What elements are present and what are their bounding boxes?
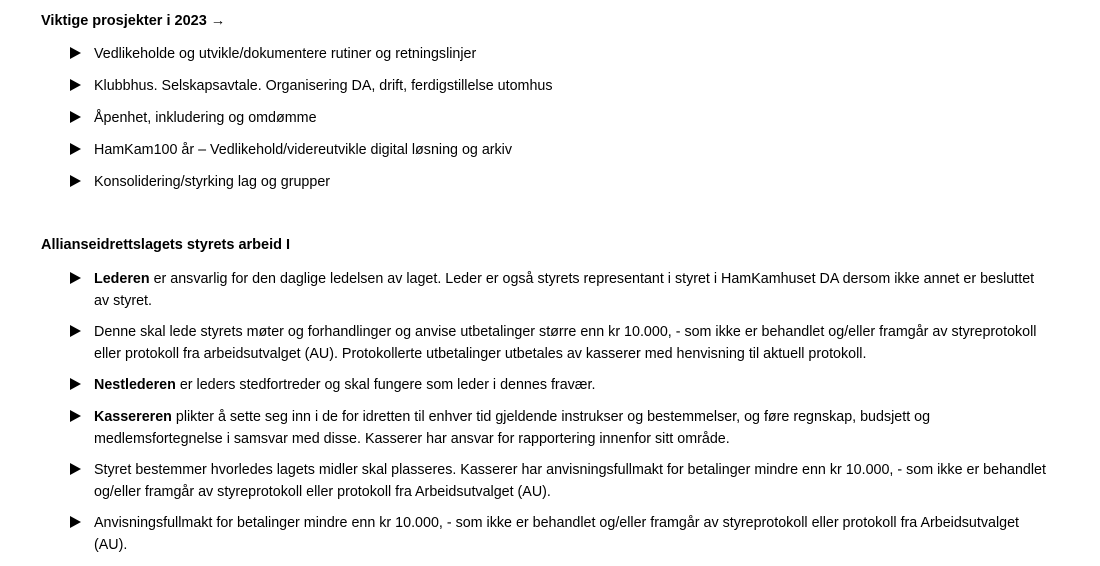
role-term: Lederen: [94, 271, 150, 287]
list-item-text: Vedlikeholde og utvikle/dokumentere rutiner og retningslinjer: [94, 46, 477, 62]
role-description: Denne skal lede styrets møter og forhandlinger og anvise utbetalinger større enn kr 10.000, - som ikke er behandlet og/eller framgår av styreprotokoll eller protokoll fra arbeidsutvalget (AU). Protokollerte utbetalinger utbetales av kasserer med henvisning til aktuell protokoll.: [94, 324, 1037, 362]
role-description: er leders stedfortreder og skal fungere som leder i dennes fravær.: [175, 377, 596, 393]
list-item: [70, 268, 1050, 312]
triangle-bullet-icon: [70, 516, 81, 528]
list-item: [70, 406, 1050, 450]
triangle-bullet-icon: [70, 111, 81, 123]
triangle-bullet-icon: [70, 79, 81, 91]
triangle-bullet-icon: [70, 463, 81, 475]
triangle-bullet-icon: [70, 143, 81, 155]
triangle-bullet-icon: [70, 272, 81, 284]
role-description: Styret bestemmer hvorledes lagets midler skal plasseres. Kasserer har anvisningsfullmakt for betalinger mindre enn kr 10.000, - som ikke er behandlet og/eller framgår av styreprotokoll eller protokoll fra Arbeidsutvalget (AU).: [94, 462, 1046, 500]
triangle-bullet-icon: [70, 325, 81, 337]
triangle-bullet-icon: [70, 47, 81, 59]
role-description: plikter å sette seg inn i de for idretten til enhver tid gjeldende instrukser og bestemmelser, og føre regnskap, budsjett og medlemsfortegnelse i samsvar med disse. Kasserer har ansvar for rapportering innenfor sitt område.: [94, 409, 931, 447]
list-item: [70, 139, 1050, 161]
heading-text: Viktige prosjekter i 2023: [41, 13, 207, 29]
list-item: [70, 171, 1050, 193]
list-item-text: Åpenhet, inkludering og omdømme: [94, 110, 317, 126]
role-term: Kassereren: [94, 409, 172, 425]
list-item-text: [94, 374, 1050, 396]
list-item-text: [94, 321, 1050, 365]
section-heading-projects: [41, 12, 225, 30]
triangle-bullet-icon: [70, 378, 81, 390]
list-item-text: Klubbhus. Selskapsavtale. Organisering DA, drift, ferdigstillelse utomhus: [94, 78, 553, 94]
role-description: er ansvarlig for den daglige ledelsen av laget. Leder er også styrets representant i styret i HamKamhuset DA dersom ikke annet er besluttet av styret.: [94, 271, 1035, 309]
heading-text: Allianseidrettslagets styrets arbeid I: [41, 237, 291, 253]
list-item: [70, 459, 1050, 503]
role-description: Anvisningsfullmakt for betalinger mindre enn kr 10.000, - som ikke er behandlet og/eller framgår av styreprotokoll eller protokoll fra Arbeidsutvalget (AU).: [94, 515, 1019, 553]
triangle-bullet-icon: [70, 175, 81, 187]
list-item: [70, 512, 1050, 556]
list-item-text: [94, 512, 1050, 556]
list-item: [70, 374, 1050, 396]
arrow-right-icon: →: [210, 13, 226, 29]
list-item: [70, 75, 1050, 97]
list-item-text: [94, 459, 1050, 503]
list-item-text: Konsolidering/styrking lag og grupper: [94, 174, 331, 190]
section-heading-board-work: [41, 236, 290, 254]
role-term: Nestlederen: [94, 377, 176, 393]
list-item: [70, 321, 1050, 365]
list-item-text: [94, 268, 1050, 312]
triangle-bullet-icon: [70, 410, 81, 422]
list-item: [70, 107, 1050, 129]
list-item-text: [94, 406, 1050, 450]
list-item-text: HamKam100 år – Vedlikehold/videreutvikle digital løsning og arkiv: [94, 142, 513, 158]
list-item: [70, 43, 1050, 65]
